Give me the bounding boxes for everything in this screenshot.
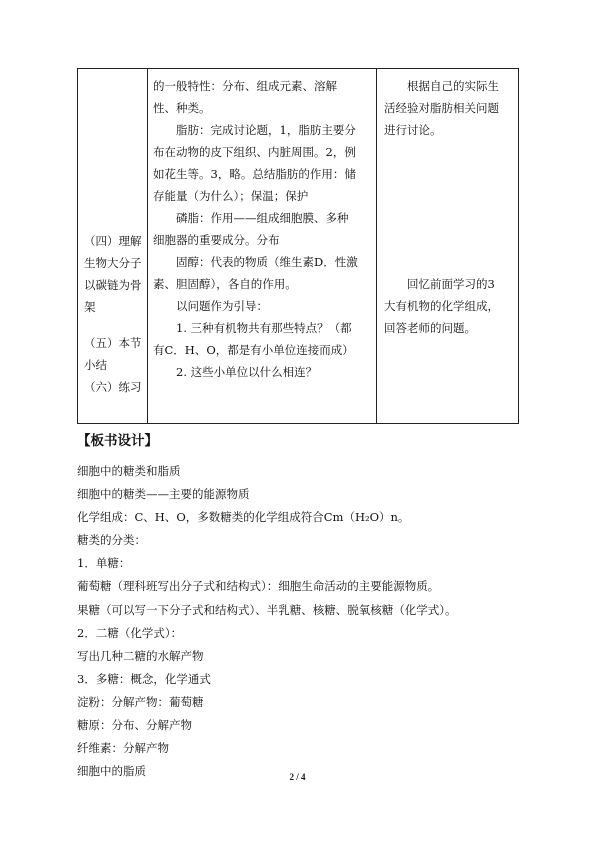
stage-line: 架 (84, 300, 96, 314)
content-line: 细胞中的糖类——主要的能源物质 (77, 487, 250, 502)
stage-line: （五）本节 (84, 336, 142, 350)
stage-column (84, 230, 144, 398)
activity-line: 2. 这些小单位以什么相连？ (176, 365, 318, 379)
board-design-heading: 【板书设计】 (77, 433, 158, 449)
activity-line: 的一般特性：分布、组成元素、溶解 (153, 79, 337, 93)
content-line: 化学组成：C、H、O，多数糖类的化学组成符合Cm（H₂O）n。 (77, 510, 410, 525)
content-line: 果糖（可以写一下分子式和结构式）、半乳糖、核糖、脱氧核糖（化学式）。 (77, 602, 457, 617)
content-line: 3．多糖：概念，化学通式 (77, 671, 211, 686)
content-line: 纤维素：分解产物 (77, 741, 169, 756)
stage-spacer (84, 318, 144, 332)
activity-line: 脂肪：完成讨论题，1，脂肪主要分 (176, 123, 356, 137)
student-line: 大有机物的化学组成， (384, 299, 499, 313)
content-line: 淀粉：分解产物：葡萄糖 (77, 694, 204, 709)
teacher-activity-column (153, 75, 371, 383)
student-line: 回忆前面学习的3 (407, 277, 495, 291)
content-line: 细胞中的脂质 (77, 764, 146, 779)
content-line: 葡萄糖（理科班写出分子式和结构式）：细胞生命活动的主要能源物质。 (77, 579, 440, 594)
content-line: 细胞中的糖类和脂质 (77, 464, 181, 478)
content-line: 糖类的分类： (77, 533, 146, 548)
student-line: 活经验对脂肪相关问题 (384, 101, 499, 115)
student-line: 回答老师的问题。 (384, 321, 476, 335)
activity-line: 如花生等。3，略。总结脂肪的作用：储 (153, 167, 356, 181)
stage-line: （四）理解 (84, 234, 142, 248)
activity-line: 素、胆固醇），各自的作用。 (153, 277, 297, 291)
content-line: 1．单糖： (77, 556, 131, 571)
activity-line: 1. 三种有机物共有那些特点？（都 (176, 321, 352, 335)
stage-line: 以碳链为骨 (84, 278, 142, 292)
activity-line: 细胞器的重要成分。分布 (153, 233, 280, 247)
stage-line: （六）练习 (84, 380, 142, 394)
stage-line: 生物大分子 (84, 256, 142, 270)
activity-line: 有C．H、O，都是有小单位连接而成） (153, 343, 354, 357)
content-line: 写出几种二糖的水解产物 (77, 648, 204, 663)
board-design-content (77, 460, 527, 783)
lesson-table (77, 68, 519, 424)
column-divider (376, 69, 377, 423)
column-divider (147, 69, 148, 423)
activity-line: 以问题作为引导： (176, 299, 268, 313)
student-line: 根据自己的实际生 (407, 79, 499, 93)
activity-line: 存能量（为什么）；保温；保护 (153, 189, 309, 203)
content-line: 糖原：分布、分解产物 (77, 718, 192, 733)
content-line: 2．二糖（化学式）： (77, 625, 183, 640)
page-number: 2 / 4 (289, 772, 306, 782)
student-line: 进行讨论。 (384, 123, 442, 137)
activity-line: 磷脂：作用——组成细胞膜、多种 (176, 211, 349, 225)
stage-line: 小结 (84, 358, 107, 372)
activity-line: 固醇：代表的物质（维生素D．性激 (176, 255, 358, 269)
student-activity-top (384, 75, 514, 141)
activity-line: 布在动物的皮下组织、内脏周围。2，例 (153, 145, 356, 159)
activity-line: 性、种类。 (153, 101, 211, 115)
student-activity-bottom (384, 273, 514, 339)
